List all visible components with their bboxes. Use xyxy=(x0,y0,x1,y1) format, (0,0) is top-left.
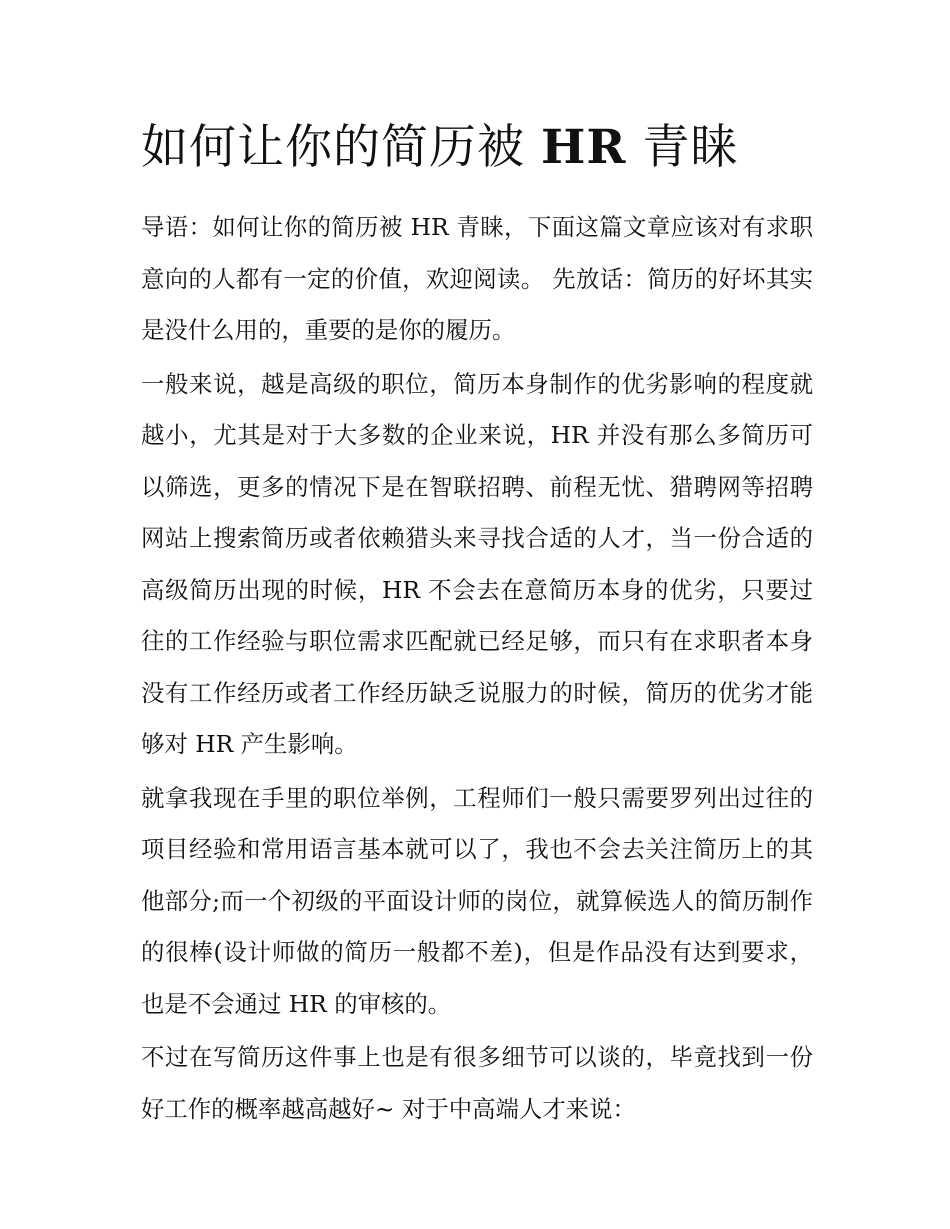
title-text-part1: 如何让你的简历被 xyxy=(141,120,541,175)
paragraph-position-example: 就拿我现在手里的职位举例，工程师们一般只需要罗列出过往的项目经验和常用语言基本就可以了，我也不会去关注简历上的其他部分;而一个初级的平面设计师的岗位，就算候选人的简历制作的很棒(设计师做的简历一般都不差)，但是作品没有达到要求，也是不会通过 HR 的审核的。 xyxy=(141,783,813,1018)
title-text-part3: 青睐 xyxy=(626,120,739,175)
paragraph-details: 不过在写简历这件事上也是有很多细节可以谈的，毕竟找到一份好工作的概率越高越好~ 对于中高端人才来说： xyxy=(141,1043,813,1123)
paragraph-senior-positions: 一般来说，越是高级的职位，简历本身制作的优劣影响的程度就越小，尤其是对于大多数的企业来说，HR 并没有那么多简历可以筛选，更多的情况下是在智联招聘、前程无忧、猎聘网等招聘网站上搜索简历或者依赖猎头来寻找合适的人才，当一份合适的高级简历出现的时候，HR 不会去在意简历本身的优劣，只要过往的工作经验与职位需求匹配就已经足够，而只有在求职者本身没有工作经历或者工作经历缺乏说服力的时候，简历的优劣才能够对 HR 产生影响。 xyxy=(141,369,813,758)
document-page xyxy=(141,112,813,1137)
title-text-hr: HR xyxy=(540,120,627,175)
document-title xyxy=(141,112,813,184)
paragraph-intro: 导语：如何让你的简历被 HR 青睐，下面这篇文章应该对有求职意向的人都有一定的价值，欢迎阅读。 先放话：简历的好坏其实是没什么用的，重要的是你的履历。 xyxy=(141,213,813,344)
